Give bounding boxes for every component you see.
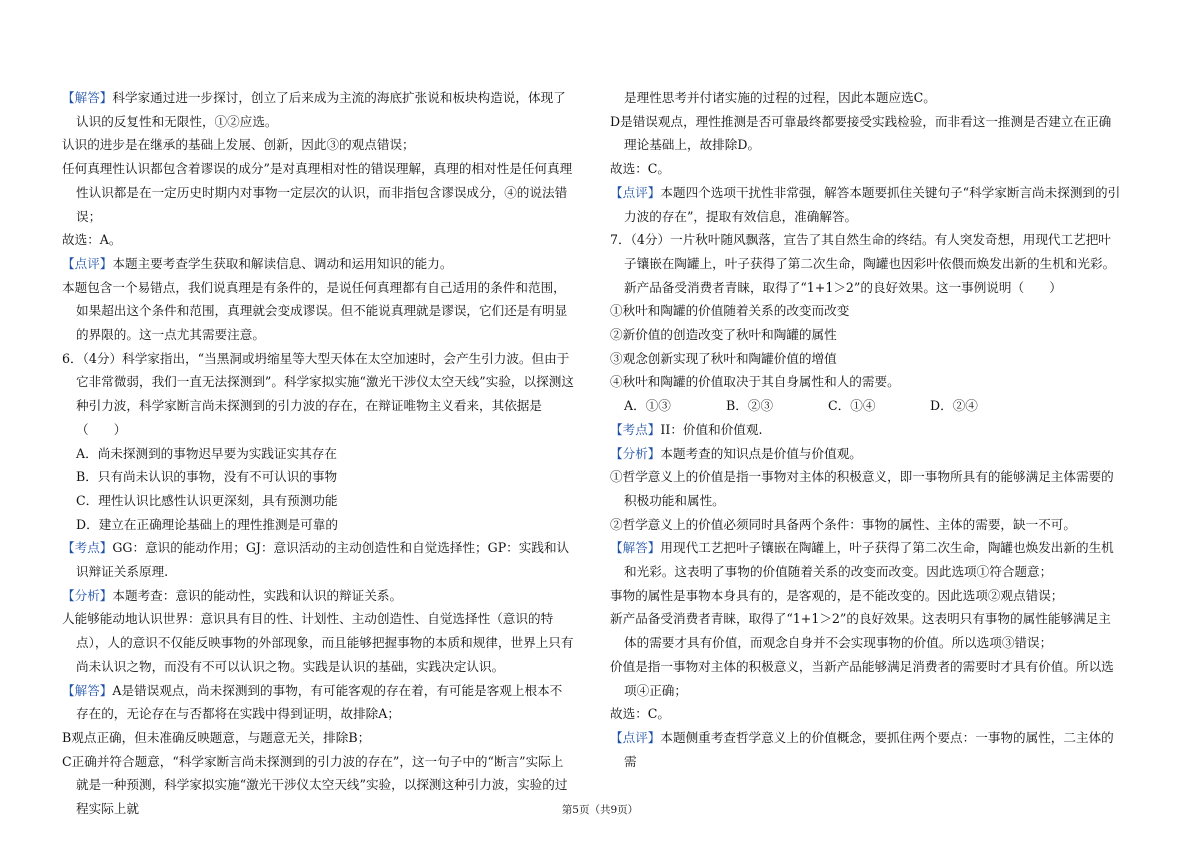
paragraph xyxy=(610,584,1122,608)
section-tag: 【分析】 xyxy=(62,587,113,603)
paragraph xyxy=(62,679,574,726)
section-tag: 【考点】 xyxy=(62,540,113,556)
paragraph-text: 6．（4分）科学家指出，“当黑洞或坍缩星等大型天体在太空加速时，会产生引力波。但由于它非常微弱，我们一直无法探测到”。科学家拟实施“激光干涉仪太空天线”实验，以探测这种引力波，科学家断言尚未探测到的引力波的存在，在辩证唯物主义看来，其依据是（ ） xyxy=(62,350,574,437)
paragraph xyxy=(62,442,574,466)
paragraph xyxy=(610,418,1122,442)
paragraph-text: A．尚未探测到的事物迟早要为实践证实其存在 xyxy=(76,445,337,461)
paragraph-text: 用现代工艺把叶子镶嵌在陶罐上，叶子获得了第二次生命，陶罐也焕发出新的生机和光彩。这表明了事物的价值随着关系的改变而改变。因此选项①符合题意； xyxy=(624,540,1114,580)
paragraph xyxy=(610,157,1122,181)
paragraph xyxy=(62,726,574,750)
paragraph xyxy=(610,655,1122,702)
section-tag: 【解答】 xyxy=(610,540,661,556)
paragraph xyxy=(610,702,1122,726)
paragraph xyxy=(610,726,1122,773)
paragraph xyxy=(610,442,1122,466)
section-tag: 【分析】 xyxy=(610,445,661,461)
paragraph-text: 认识的进步是在继承的基础上发展、创新，因此③的观点错误； xyxy=(62,137,415,153)
paragraph xyxy=(62,513,574,537)
section-tag: 【解答】 xyxy=(62,90,113,105)
paragraph-text: 价值是指一事物对主体的积极意义，当新产品能够满足消费者的需要时才具有价值。所以选项④正确； xyxy=(610,658,1114,698)
paragraph xyxy=(62,347,574,442)
paragraph-text: II：价值和价值观. xyxy=(660,421,763,437)
paragraph-text: D．建立在正确理论基础上的理性推测是可靠的 xyxy=(76,516,338,532)
paragraph xyxy=(610,370,1122,394)
paragraph xyxy=(62,252,574,276)
paragraph-text: 本题考查：意识的能动性，实践和认识的辩证关系。 xyxy=(112,587,403,603)
paragraph-text: 本题侧重考查哲学意义上的价值概念，要抓住两个要点：一事物的属性，二主体的需 xyxy=(624,729,1114,769)
paragraph xyxy=(62,86,574,133)
section-tag: 【点评】 xyxy=(62,255,113,271)
paragraph-text: D是错误观点，理性推测是否可靠最终都要接受实践检验，而非看这一推测是否建立在正确理论基础上，故排除D。 xyxy=(610,113,1112,153)
paragraph xyxy=(610,299,1122,323)
paragraph xyxy=(62,133,574,157)
paragraph-text: 本题主要考查学生获取和解读信息、调动和运用知识的能力。 xyxy=(112,255,453,271)
paragraph-text: B．只有尚未认识的事物，没有不可认识的事物 xyxy=(76,469,338,485)
paragraph-text: 人能够能动地认识世界：意识具有目的性、计划性、主动创造性、自觉选择性（意识的特点），人的意识不仅能反映事物的外部现象，而且能够把握事物的本质和规律，世界上只有尚未认识之物，而没有不可以认识之物。实践是认识的基础，实践决定认识。 xyxy=(62,611,574,674)
option-item: D．②④ xyxy=(930,398,978,414)
section-tag: 【考点】 xyxy=(610,421,661,437)
paragraph-text: 故选：C。 xyxy=(610,161,671,177)
paragraph-text: GG：意识的能动作用；GJ：意识活动的主动创造性和自觉选择性；GP：实践和认识辩证关系原理. xyxy=(76,540,570,580)
paragraph-text: ③观念创新实现了秋叶和陶罐价值的增值 xyxy=(610,350,837,366)
paragraph-text: ②哲学意义上的价值必须同时具备两个条件：事物的属性、主体的需要，缺一不可。 xyxy=(610,516,1076,532)
paragraph xyxy=(610,607,1122,654)
option-item: C．①④ xyxy=(828,398,876,414)
paragraph-text: 本题包含一个易错点，我们说真理是有条件的，是说任何真理都有自己适用的条件和范围，如果超出这个条件和范围，真理就会变成谬误。但不能说真理就是谬误，它们还是有明显的界限的。这一点尤其需要注意。 xyxy=(62,279,568,343)
option-item: A．①③ xyxy=(624,398,671,414)
paragraph-text: 任何真理性认识都包含着谬误的成分”是对真理相对性的错误理解，真理的相对性是任何真理性认识都是在一定历史时期内对事物一定层次的认识，而非指包含谬误成分，④的说法错误； xyxy=(62,161,573,224)
paragraph-text: ②新价值的创造改变了秋叶和陶罐的属性 xyxy=(610,327,837,343)
paragraph-text: ①秋叶和陶罐的价值随着关系的改变而改变 xyxy=(610,303,850,319)
option-item: B．②③ xyxy=(726,398,774,414)
paragraph xyxy=(610,86,1122,110)
paragraph-text: 故选：C。 xyxy=(610,706,671,722)
left-column xyxy=(62,86,574,821)
paragraph-text: 是理性思考并付诸实施的过程的过程，因此本题应选C。 xyxy=(624,90,936,105)
paragraph-text: 7．（4分）一片秋叶随风飘落，宣告了其自然生命的终结。有人突发奇想，用现代工艺把叶子镶嵌在陶罐上，叶子获得了第二次生命，陶罐也因彩叶依偎而焕发出新的生机和光彩。新产品备受消费者青睐，取得了“1+1＞2”的良好效果。这一事例说明（ ） xyxy=(610,232,1116,295)
paragraph xyxy=(610,228,1122,299)
right-column xyxy=(610,86,1122,773)
paragraph xyxy=(62,228,574,252)
section-tag: 【解答】 xyxy=(62,682,113,698)
paragraph-text: A是错误观点，尚未探测到的事物，有可能客观的存在着，有可能是客观上根本不存在的，无论存在与否都将在实践中得到证明，故排除A； xyxy=(76,682,563,722)
paragraph-text: C．理性认识比感性认识更深刻，具有预测功能 xyxy=(76,492,338,508)
paragraph xyxy=(62,276,574,347)
paragraph xyxy=(610,394,1122,418)
paragraph-text: 本题考查的知识点是价值与价值观。 xyxy=(660,445,862,461)
paragraph xyxy=(610,536,1122,583)
section-tag: 【点评】 xyxy=(610,184,661,200)
paragraph xyxy=(62,536,574,583)
paragraph xyxy=(610,110,1122,157)
paragraph-text: B观点正确，但未准确反映题意，与题意无关，排除B； xyxy=(62,729,371,745)
paragraph-text: ①哲学意义上的价值是指一事物对主体的积极意义，即一事物所具有的能够满足主体需要的积极功能和属性。 xyxy=(610,469,1114,508)
paragraph xyxy=(62,489,574,513)
paragraph xyxy=(610,513,1122,537)
paragraph-text: C正确并符合题意，“科学家断言尚未探测到的引力波的存在”，这一句子中的“断言”实际上就是一种预测，科学家拟实施“激光干涉仪太空天线”实验，以探测这种引力波，实验的过程实际上就 xyxy=(62,753,568,817)
section-tag: 【点评】 xyxy=(610,729,661,745)
paragraph xyxy=(62,607,574,678)
paragraph xyxy=(610,181,1122,228)
paragraph xyxy=(610,465,1122,512)
paragraph xyxy=(62,157,574,228)
page-footer: 第5页（共9页） xyxy=(561,804,639,816)
paragraph-text: 本题四个选项干扰性非常强，解答本题要抓住关键句子“科学家断言尚未探测到的引力波的存在”，提取有效信息，准确解答。 xyxy=(624,184,1121,224)
paragraph xyxy=(62,465,574,489)
paragraph-text: 事物的属性是事物本身具有的，是客观的，是不能改变的。因此选项②观点错误； xyxy=(610,587,1064,603)
paragraph-text: 新产品备受消费者青睐，取得了“1+1＞2”的良好效果。这表明只有事物的属性能够满足主体的需要才具有价值，而观念自身并不会实现事物的价值。所以选项③错误； xyxy=(610,611,1111,651)
paragraph-text: ④秋叶和陶罐的价值取决于其自身属性和人的需要。 xyxy=(610,374,900,390)
paragraph-text: 科学家通过进一步探讨，创立了后来成为主流的海底扩张说和板块构造说，体现了认识的反复性和无限性，①②应选。 xyxy=(76,90,566,129)
paragraph xyxy=(610,323,1122,347)
paragraph xyxy=(610,347,1122,371)
paragraph xyxy=(62,584,574,608)
paragraph-text: 故选：A。 xyxy=(62,232,122,248)
